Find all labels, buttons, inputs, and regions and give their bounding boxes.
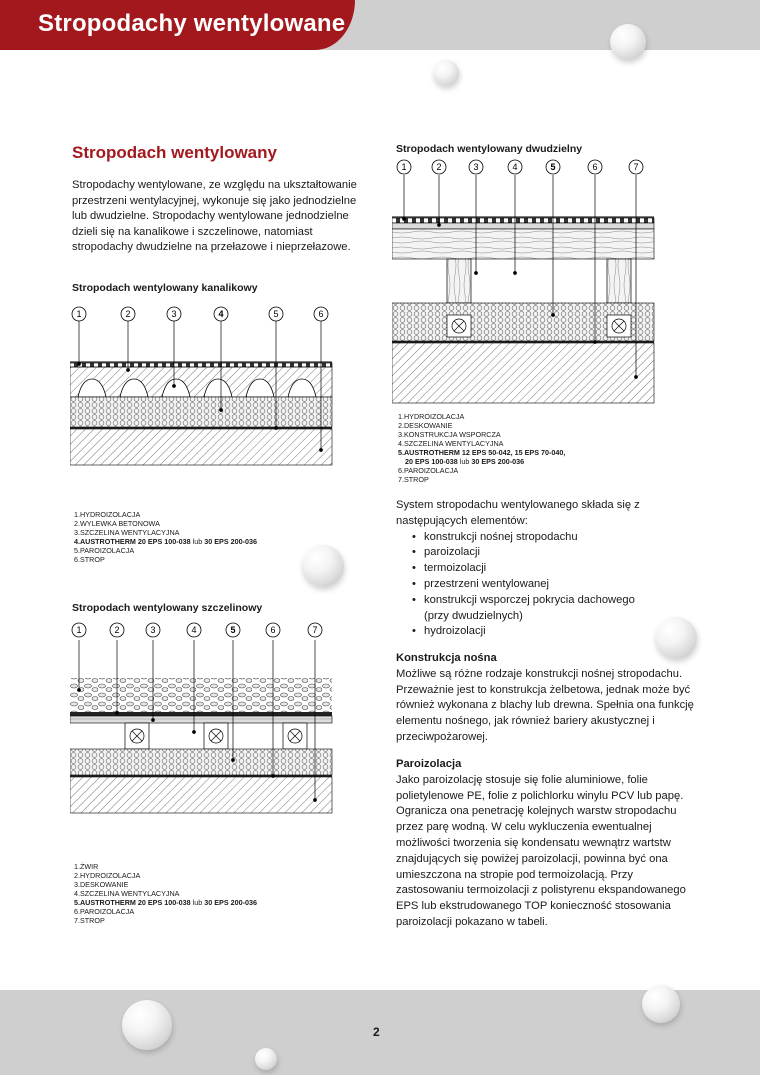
marker-7: 7 (312, 625, 318, 635)
kanalikowy-title: Stropodach wentylowany kanalikowy (72, 282, 258, 294)
list-item: • konstrukcji nośnej stropodachu (414, 530, 696, 546)
dwudzielny-diagram (392, 155, 662, 410)
marker-4: 4 (218, 309, 224, 319)
marker-1: 1 (401, 162, 407, 172)
konstrukcja-text: Możliwe są różne rodzaje konstrukcji nośnej stropodachu. Przeważnie jest to konstrukcja żelbetowa, jednak może być również wykonana z blachy lub drewna. Spełnia ona funkcję elementu nośnego, jak również bariery akustycznej i przeciwpożarowej. (396, 667, 694, 743)
page-number: 2 (373, 1025, 380, 1039)
dwudzielny-title: Stropodach wentylowany dwudzielny (396, 143, 583, 155)
marker-2: 2 (436, 162, 442, 172)
paroizolacja-heading: Paroizolacja (396, 758, 462, 770)
marker-5: 5 (230, 625, 236, 635)
system-intro: System stropodachu wentylowanego składa się z następujących elementów: (396, 499, 640, 527)
marker-5: 5 (550, 162, 556, 172)
system-section (396, 498, 696, 640)
list-item: • paroizolacji (414, 545, 696, 561)
system-list (396, 530, 696, 641)
marker-1: 1 (76, 625, 82, 635)
intro-paragraph: Stropodachy wentylowane, ze względu na ukształtowanie przestrzeni wentylacyjnej, wykonuje się jako jednodzielne lub dwudzielne. Stropodachy wentylowane jednodzielne dzieli się na kanalikowe i szczelinowe, natomiast stropodachy dwudzielne na przełazowe i nieprzełazowe. (72, 179, 357, 253)
marker-6: 6 (592, 162, 598, 172)
marker-6: 6 (318, 309, 324, 319)
list-item: • termoizolacji (414, 561, 696, 577)
decorative-ball (642, 985, 680, 1023)
konstrukcja-section (396, 651, 696, 746)
szczelinowy-diagram (70, 620, 335, 860)
marker-3: 3 (171, 309, 177, 319)
konstrukcja-heading: Konstrukcja nośna (396, 652, 497, 664)
decorative-ball (610, 24, 646, 60)
marker-5: 5 (273, 309, 279, 319)
list-item: • przestrzeni wentylowanej (414, 577, 696, 593)
paroizolacja-section (396, 757, 696, 931)
szczelinowy-legend: 1.ŻWIR 2.HYDROIZOLACJA 3.DESKOWANIE 4.SZCZELINA WENTYLACYJNA 5.AUSTROTHERM 20 EPS 100-038 lub 30 EPS 200-036 6.PAROIZOLACJA 7.STROP (74, 862, 257, 925)
kanalikowy-legend: 1.HYDROIZOLACJA 2.WYLEWKA BETONOWA 3.SZCZELINA WENTYLACYJNA 4.AUSTROTHERM 20 EPS 100-038 lub 30 EPS 200-036 5.PAROIZOLACJA 6.STROP (74, 510, 257, 564)
section-heading: Stropodach wentylowany (72, 143, 277, 162)
list-item: • konstrukcji wsporczej pokrycia dachowego (przy dwudzielnych) (414, 593, 644, 625)
decorative-ball (433, 60, 459, 86)
marker-4: 4 (512, 162, 518, 172)
marker-2: 2 (125, 309, 131, 319)
marker-2: 2 (114, 625, 120, 635)
page-title: Stropodachy wentylowane (38, 10, 346, 37)
paroizolacja-text: Jako paroizolację stosuje się folie aluminiowe, folie polietylenowe PE, folie z polichlorku winylu PCV lub papę. Ogranicza ona penetrację kolejnych warstw stropodachu przez parę wodną. W celu wykluczenia ewentualnej możliwości tworzenia się kondensatu wewnątrz wartstw znajdujących się powiżej paroizolacji, powinna być ona umieszczona na stropie pod termoizolacją. Przy zastosowaniu termoizolacji z polistyrenu ekspandowanego EPS lub ekstrudowanego TOP konieczność stosowania paroizolacji pokazano w tabeli. (396, 773, 686, 928)
header-title-tab (0, 0, 355, 50)
list-item: • hydroizolacji (414, 624, 696, 640)
marker-3: 3 (473, 162, 479, 172)
marker-6: 6 (270, 625, 276, 635)
decorative-ball (255, 1048, 277, 1070)
decorative-ball (122, 1000, 172, 1050)
marker-1: 1 (76, 309, 82, 319)
marker-4: 4 (191, 625, 197, 635)
marker-3: 3 (150, 625, 156, 635)
dwudzielny-legend: 1.HYDROIZOLACJA 2.DESKOWANIE 3.KONSTRUKCJA WSPORCZA 4.SZCZELINA WENTYLACYJNA 5.AUSTROTHERM 12 EPS 50-042, 15 EPS 70-040, 20 EPS 100-038 lub 30 EPS 200-036 6.PAROIZOLACJA 7.STROP (398, 412, 566, 484)
marker-7: 7 (633, 162, 639, 172)
szczelinowy-title: Stropodach wentylowany szczelinowy (72, 602, 263, 614)
kanalikowy-diagram (70, 300, 335, 500)
decorative-ball (302, 545, 344, 587)
